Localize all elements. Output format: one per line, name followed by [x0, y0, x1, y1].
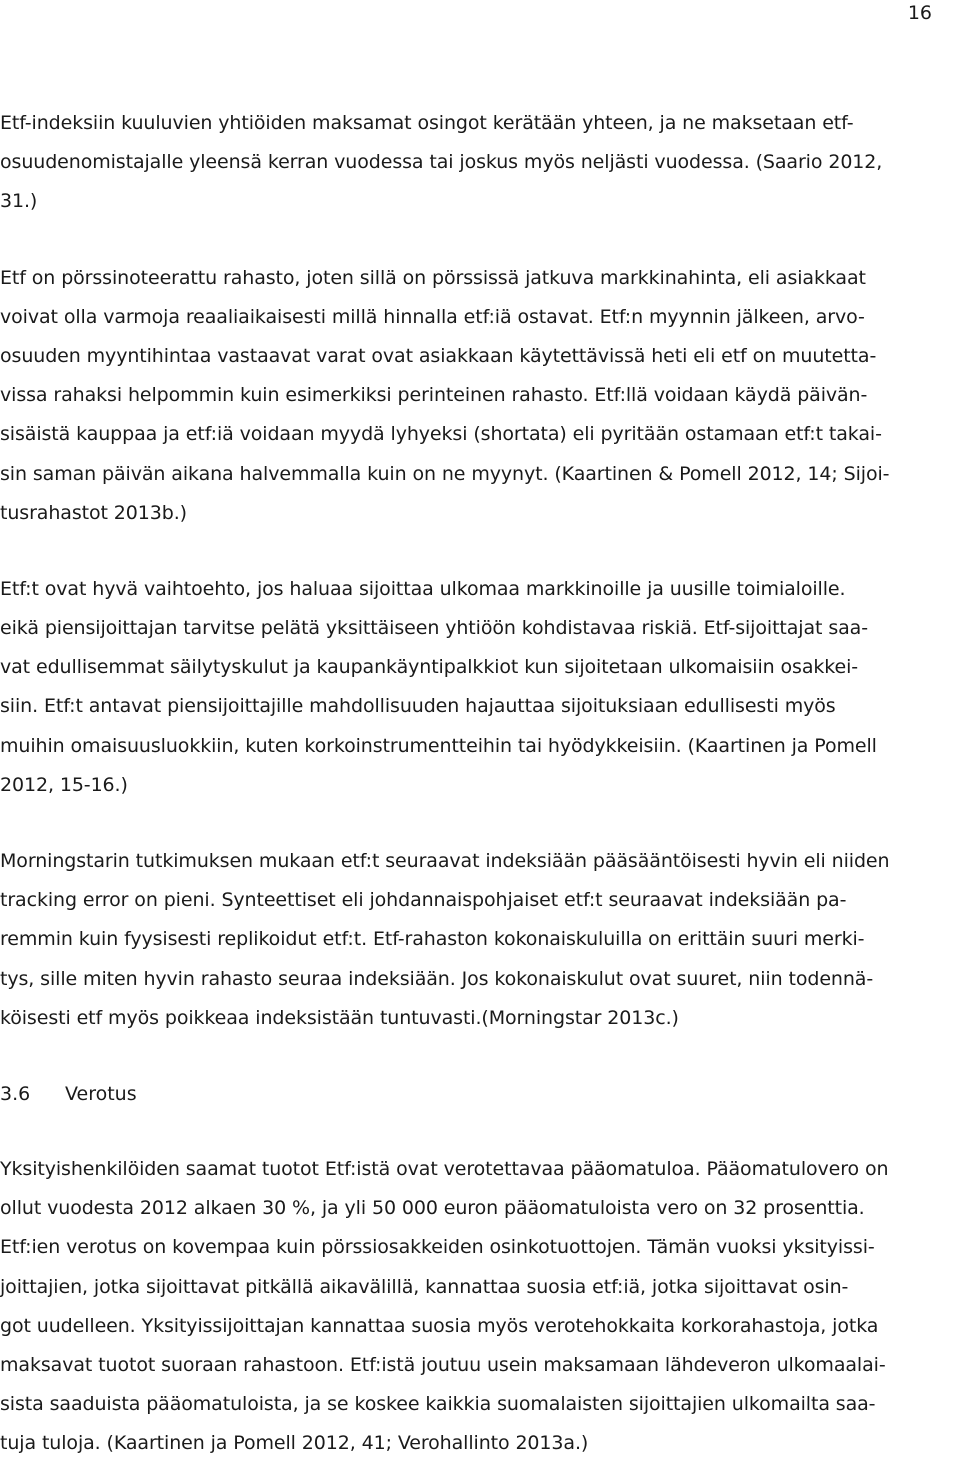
paragraph-line: sisäistä kauppaa ja etf:iä voidaan myydä lyhyeksi (shortata) eli pyritään ostamaan etf:t takai-	[0, 423, 882, 446]
paragraph-line: sista saaduista pääomatuloista, ja se koskee kaikkia suomalaisten sijoittajien ulkomailta saa-	[0, 1393, 876, 1416]
paragraph-gap	[0, 222, 960, 259]
paragraph-line: osuuden myyntihintaa vastaavat varat ovat asiakkaan käytettävissä heti eli etf on muutetta-	[0, 344, 877, 367]
paragraph-gap	[0, 1038, 960, 1075]
paragraph-line: ollut vuodesta 2012 alkaen 30 %, ja yli 50 000 euron pääomatuloista vero on 32 prosenttia.	[0, 1197, 865, 1220]
paragraph-gap	[0, 1113, 960, 1150]
section-number: 3.6	[0, 1082, 31, 1105]
paragraph-line: joittajien, jotka sijoittavat pitkällä aikavälillä, kannattaa suosia etf:iä, jotka sijoittavat osin-	[0, 1275, 849, 1298]
paragraph-line: 31.)	[0, 190, 38, 213]
paragraph-line: eikä piensijoittajan tarvitse pelätä yksittäiseen yhtiöön kohdistavaa riskiä. Etf-sijoittajat saa-	[0, 617, 868, 640]
paragraph-line: muihin omaisuusluokkiin, kuten korkoinstrumentteihin tai hyödykkeisiin. (Kaartinen ja Pomell	[0, 734, 877, 757]
paragraph-line: Morningstarin tutkimuksen mukaan etf:t seuraavat indeksiään pääsääntöisesti hyvin eli niiden	[0, 850, 890, 872]
page-number: 16	[907, 2, 932, 24]
paragraph-line: sin saman päivän aikana halvemmalla kuin on ne myynyt. (Kaartinen & Pomell 2012, 14; Sijoi-	[0, 462, 890, 485]
paragraph-line: Etf-indeksiin kuuluvien yhtiöiden maksamat osingot kerätään yhteen, ja ne maksetaan etf-	[0, 112, 854, 134]
paragraph-line: tracking error on pieni. Synteettiset eli johdannaispohjaiset etf:t seuraavat indeksiään pa-	[0, 889, 847, 912]
paragraph-morningstar	[0, 842, 960, 1038]
paragraph-line: 2012, 15-16.)	[0, 773, 128, 796]
paragraph-osingot	[0, 104, 960, 222]
paragraph-line: Yksityishenkilöiden saamat tuotot Etf:istä ovat verotettavaa pääomatuloa. Pääomatulovero on	[0, 1157, 889, 1180]
section-heading	[0, 1075, 960, 1113]
paragraph-line: tuja tuloja. (Kaartinen ja Pomell 2012, 41; Verohallinto 2013a.)	[0, 1432, 589, 1455]
paragraph-verotus	[0, 1150, 960, 1464]
paragraph-line: osuudenomistajalle yleensä kerran vuodessa tai joskus myös neljästi vuodessa. (Saario 2012,	[0, 151, 883, 174]
paragraph-line: Etf:ien verotus on kovempaa kuin pörssiosakkeiden osinkotuottojen. Tämän vuoksi yksityissi-	[0, 1236, 875, 1259]
paragraph-line: Etf:t ovat hyvä vaihtoehto, jos haluaa sijoittaa ulkomaa markkinoille ja uusille toimialoille.	[0, 577, 846, 600]
paragraph-gap	[0, 805, 960, 842]
paragraph-line: siin. Etf:t antavat piensijoittajille mahdollisuuden hajauttaa sijoituksiaan edullisesti myös	[0, 695, 836, 718]
paragraph-line: voivat olla varmoja reaaliaikaisesti millä hinnalla etf:iä ostavat. Etf:n myynnin jälkeen, arvo-	[0, 305, 865, 328]
section-title: Verotus	[65, 1082, 137, 1105]
paragraph-line: remmin kuin fyysisesti replikoidut etf:t. Etf-rahaston kokonaiskuluilla on erittäin suuri merki-	[0, 928, 865, 951]
paragraph-gap	[0, 533, 960, 570]
paragraph-line: tys, sille miten hyvin rahasto seuraa indeksiään. Jos kokonaiskulut ovat suuret, niin todennä-	[0, 967, 874, 990]
paragraph-vaihtoehto	[0, 570, 960, 805]
paragraph-porssinoteerattu	[0, 259, 960, 533]
paragraph-line: Etf on pörssinoteerattu rahasto, joten sillä on pörssissä jatkuva markkinahinta, eli asiakkaat	[0, 266, 866, 289]
paragraph-line: köisesti etf myös poikkeaa indeksistään tuntuvasti.(Morningstar 2013c.)	[0, 1006, 679, 1029]
paragraph-line: vat edullisemmat säilytyskulut ja kaupankäyntipalkkiot kun sijoitetaan ulkomaisiin osakkei-	[0, 656, 859, 679]
paragraph-line: tusrahastot 2013b.)	[0, 501, 187, 524]
paragraph-line: maksavat tuotot suoraan rahastoon. Etf:istä joutuu usein maksamaan lähdeveron ulkomaalai-	[0, 1353, 886, 1376]
paragraph-line: got uudelleen. Yksityissijoittajan kannattaa suosia myös verotehokkaita korkorahastoja, jotka	[0, 1314, 879, 1337]
paragraph-line: vissa rahaksi helpommin kuin esimerkiksi perinteinen rahasto. Etf:llä voidaan käydä päivän-	[0, 384, 868, 407]
document-body	[0, 104, 960, 1463]
